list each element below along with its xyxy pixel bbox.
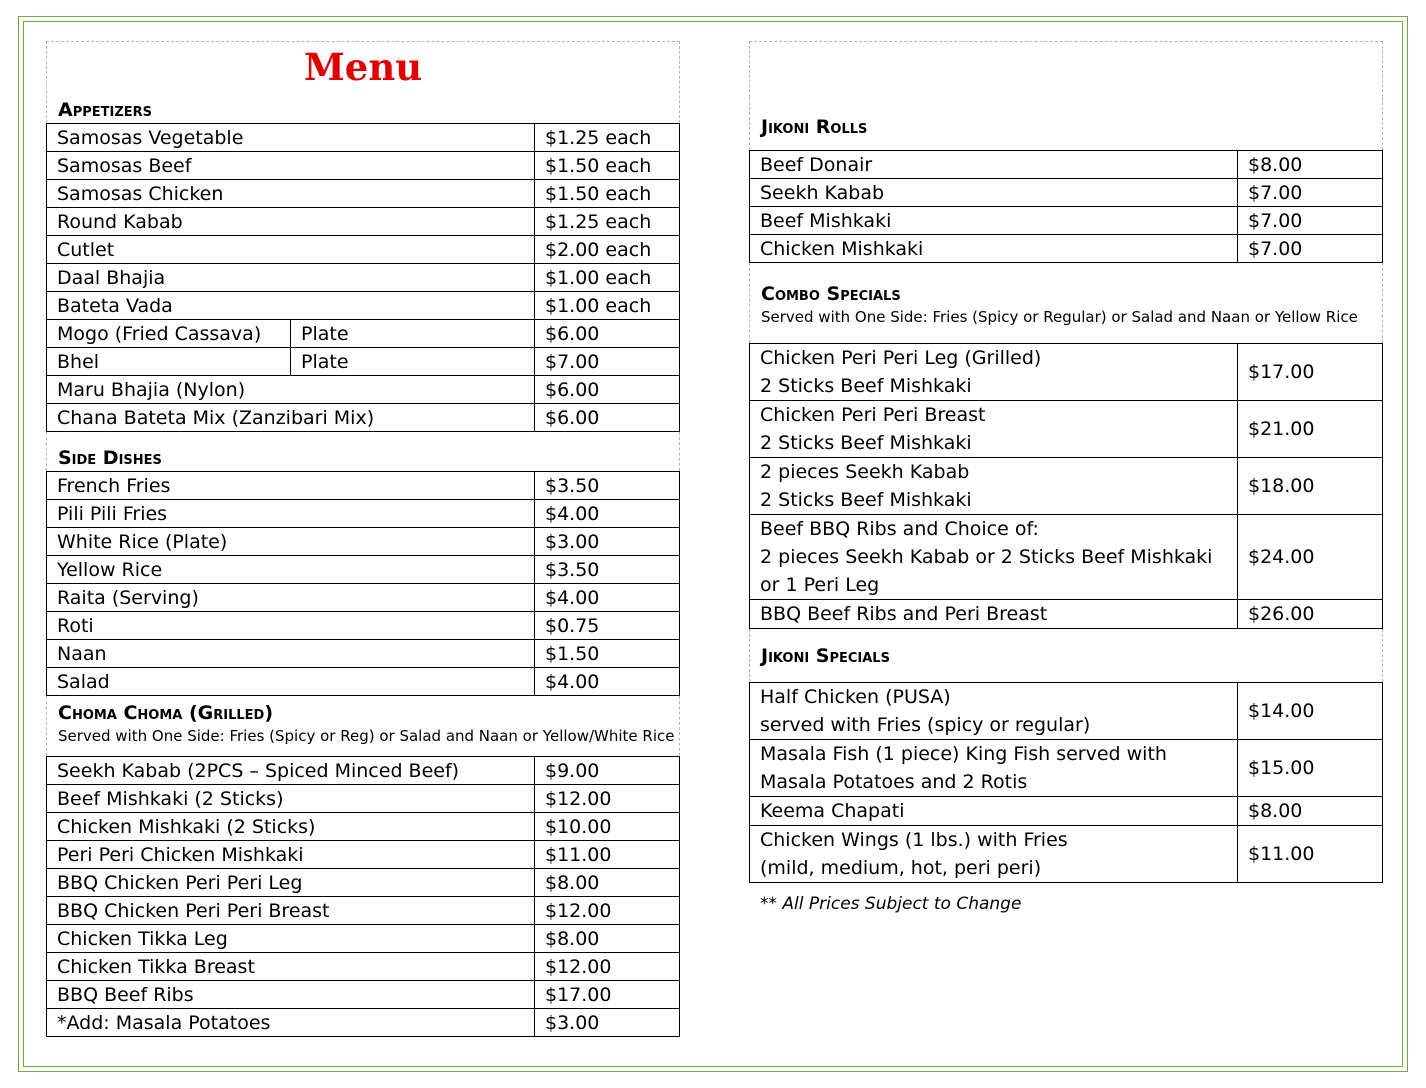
item-price: $8.00 [535,869,680,897]
item-price: $26.00 [1238,600,1383,629]
menu-row [47,152,680,180]
menu-row [47,292,680,320]
item-line: Masala Potatoes and 2 Rotis [760,771,1028,793]
item-price: $8.00 [1238,797,1383,826]
left-column [46,41,680,1037]
item-price: $3.50 [535,472,680,500]
item-price: $11.00 [535,841,680,869]
item-line: Beef BBQ Ribs and Choice of: [760,518,1039,540]
menu-row [750,179,1383,207]
item-line: Masala Fish (1 piece) King Fish served with [760,743,1167,765]
menu-row [47,925,680,953]
menu-row [47,813,680,841]
item-price: $7.00 [535,348,680,376]
menu-row [750,235,1383,263]
menu-row [750,151,1383,179]
item-price: $11.00 [1238,826,1383,883]
menu-row [47,472,680,500]
menu-row [47,584,680,612]
menu-row [47,320,680,348]
menu-row [750,683,1383,740]
item-line: Chicken Peri Peri Leg (Grilled) [760,347,1042,369]
menu-row [47,236,680,264]
item-name: Round Kabab [47,208,535,236]
menu-row [47,757,680,785]
item-price: $7.00 [1238,235,1383,263]
combo-note: Served with One Side: Fries (Spicy or Regular) or Salad and Naan or Yellow Rice [761,308,1358,326]
item-price: $18.00 [1238,458,1383,515]
item-name: Seekh Kabab (2PCS – Spiced Minced Beef) [47,757,535,785]
item-name: BBQ Beef Ribs [47,981,535,1009]
item-price: $7.00 [1238,179,1383,207]
item-line: BBQ Beef Ribs and Peri Breast [760,603,1048,625]
menu-row [47,264,680,292]
item-name: Samosas Vegetable [47,124,535,152]
menu-row [47,897,680,925]
rolls-table [749,150,1383,263]
item-name: Seekh Kabab [750,179,1238,207]
item-description [750,515,1238,600]
item-price: $14.00 [1238,683,1383,740]
item-description [750,683,1238,740]
choma-note: Served with One Side: Fries (Spicy or Reg) or Salad and Naan or Yellow/White Rice [58,727,675,745]
item-name: Naan [47,640,535,668]
menu-row [47,953,680,981]
sides-heading-wrap [46,432,680,471]
item-portion: Plate [291,320,535,348]
menu-row [47,404,680,432]
specials-heading-wrap [749,629,1383,682]
item-line: 2 Sticks Beef Mishkaki [760,375,972,397]
menu-row [750,515,1383,600]
item-name: Chicken Tikka Breast [47,953,535,981]
item-price: $1.25 each [535,124,680,152]
item-line: (mild, medium, hot, peri peri) [760,857,1042,879]
item-description [750,344,1238,401]
menu-row [47,556,680,584]
item-name: Chana Bateta Mix (Zanzibari Mix) [47,404,535,432]
menu-row [47,612,680,640]
menu-row [47,376,680,404]
menu-title: Menu [303,45,423,89]
item-price: $1.00 each [535,264,680,292]
specials-table [749,682,1383,883]
item-line: 2 Sticks Beef Mishkaki [760,489,972,511]
item-name: Roti [47,612,535,640]
item-description [750,401,1238,458]
item-name: Bhel [47,348,291,376]
item-name: BBQ Chicken Peri Peri Leg [47,869,535,897]
item-name: Yellow Rice [47,556,535,584]
jikoni-specials-heading: Jikoni Specials [761,645,890,667]
item-name: Maru Bhajia (Nylon) [47,376,535,404]
choma-heading-wrap [46,696,680,756]
item-description [750,458,1238,515]
menu-row [47,124,680,152]
item-name: White Rice (Plate) [47,528,535,556]
item-price: $3.50 [535,556,680,584]
item-name: Daal Bhajia [47,264,535,292]
item-line: Keema Chapati [760,800,905,822]
item-price: $15.00 [1238,740,1383,797]
side-dishes-table [46,471,680,696]
choma-heading: Choma Choma (Grilled) [58,702,274,724]
item-name: Samosas Beef [47,152,535,180]
item-description [750,600,1238,629]
item-price: $6.00 [535,376,680,404]
item-name: BBQ Chicken Peri Peri Breast [47,897,535,925]
item-price: $17.00 [535,981,680,1009]
item-name: Samosas Chicken [47,180,535,208]
item-name: French Fries [47,472,535,500]
menu-row [47,528,680,556]
item-name: Chicken Mishkaki [750,235,1238,263]
item-name: Raita (Serving) [47,584,535,612]
item-price: $12.00 [535,897,680,925]
menu-row [47,668,680,696]
menu-row [47,841,680,869]
item-price: $6.00 [535,404,680,432]
menu-row [750,344,1383,401]
item-name: Pili Pili Fries [47,500,535,528]
item-name: Cutlet [47,236,535,264]
menu-row [47,180,680,208]
item-price: $8.00 [535,925,680,953]
menu-row [47,981,680,1009]
menu-row [47,1009,680,1037]
item-line: Chicken Peri Peri Breast [760,404,986,426]
menu-row [47,500,680,528]
item-price: $17.00 [1238,344,1383,401]
item-line: served with Fries (spicy or regular) [760,714,1091,736]
jikoni-rolls-heading: Jikoni Rolls [761,116,868,138]
item-price: $4.00 [535,500,680,528]
item-name: Beef Donair [750,151,1238,179]
item-name: *Add: Masala Potatoes [47,1009,535,1037]
side-dishes-heading: Side Dishes [58,447,162,469]
item-price: $21.00 [1238,401,1383,458]
item-name: Bateta Vada [47,292,535,320]
menu-row [47,869,680,897]
item-name: Mogo (Fried Cassava) [47,320,291,348]
menu-row [750,826,1383,883]
menu-row [750,401,1383,458]
item-price: $1.50 each [535,152,680,180]
choma-table [46,756,680,1037]
item-name: Peri Peri Chicken Mishkaki [47,841,535,869]
item-price: $8.00 [1238,151,1383,179]
item-name: Chicken Tikka Leg [47,925,535,953]
item-line: 2 Sticks Beef Mishkaki [760,432,972,454]
item-price: $7.00 [1238,207,1383,235]
item-price: $4.00 [535,668,680,696]
item-price: $12.00 [535,953,680,981]
item-line: 2 pieces Seekh Kabab or 2 Sticks Beef Mishkaki [760,546,1213,568]
item-price: $12.00 [535,785,680,813]
menu-row [47,640,680,668]
item-description [750,797,1238,826]
menu-row [750,740,1383,797]
item-line: or 1 Peri Leg [760,574,880,596]
appetizers-heading: Appetizers [58,99,153,121]
item-price: $3.00 [535,528,680,556]
item-name: Beef Mishkaki [750,207,1238,235]
item-description [750,740,1238,797]
right-column [749,41,1383,883]
appetizers-table [46,123,680,432]
item-price: $1.25 each [535,208,680,236]
item-name: Chicken Mishkaki (2 Sticks) [47,813,535,841]
menu-row [47,785,680,813]
menu-row [47,208,680,236]
item-portion: Plate [291,348,535,376]
item-price: $9.00 [535,757,680,785]
item-price: $3.00 [535,1009,680,1037]
item-line: Half Chicken (PUSA) [760,686,951,708]
item-name: Salad [47,668,535,696]
menu-row [47,348,680,376]
combo-heading-wrap [749,263,1383,343]
item-price: $6.00 [535,320,680,348]
item-line: Chicken Wings (1 lbs.) with Fries [760,829,1068,851]
footnote: ** All Prices Subject to Change [760,894,1022,914]
item-price: $24.00 [1238,515,1383,600]
menu-row [750,797,1383,826]
combo-heading: Combo Specials [761,283,901,305]
menu-row [750,600,1383,629]
item-price: $0.75 [535,612,680,640]
item-price: $1.00 each [535,292,680,320]
menu-row [750,207,1383,235]
item-price: $4.00 [535,584,680,612]
item-price: $10.00 [535,813,680,841]
right-blank-header [749,41,1383,97]
menu-row [750,458,1383,515]
item-price: $1.50 each [535,180,680,208]
item-description [750,826,1238,883]
combo-table [749,343,1383,629]
menu-header [46,41,680,123]
item-price: $1.50 [535,640,680,668]
rolls-heading-wrap [749,97,1383,150]
item-line: 2 pieces Seekh Kabab [760,461,970,483]
item-price: $2.00 each [535,236,680,264]
item-name: Beef Mishkaki (2 Sticks) [47,785,535,813]
